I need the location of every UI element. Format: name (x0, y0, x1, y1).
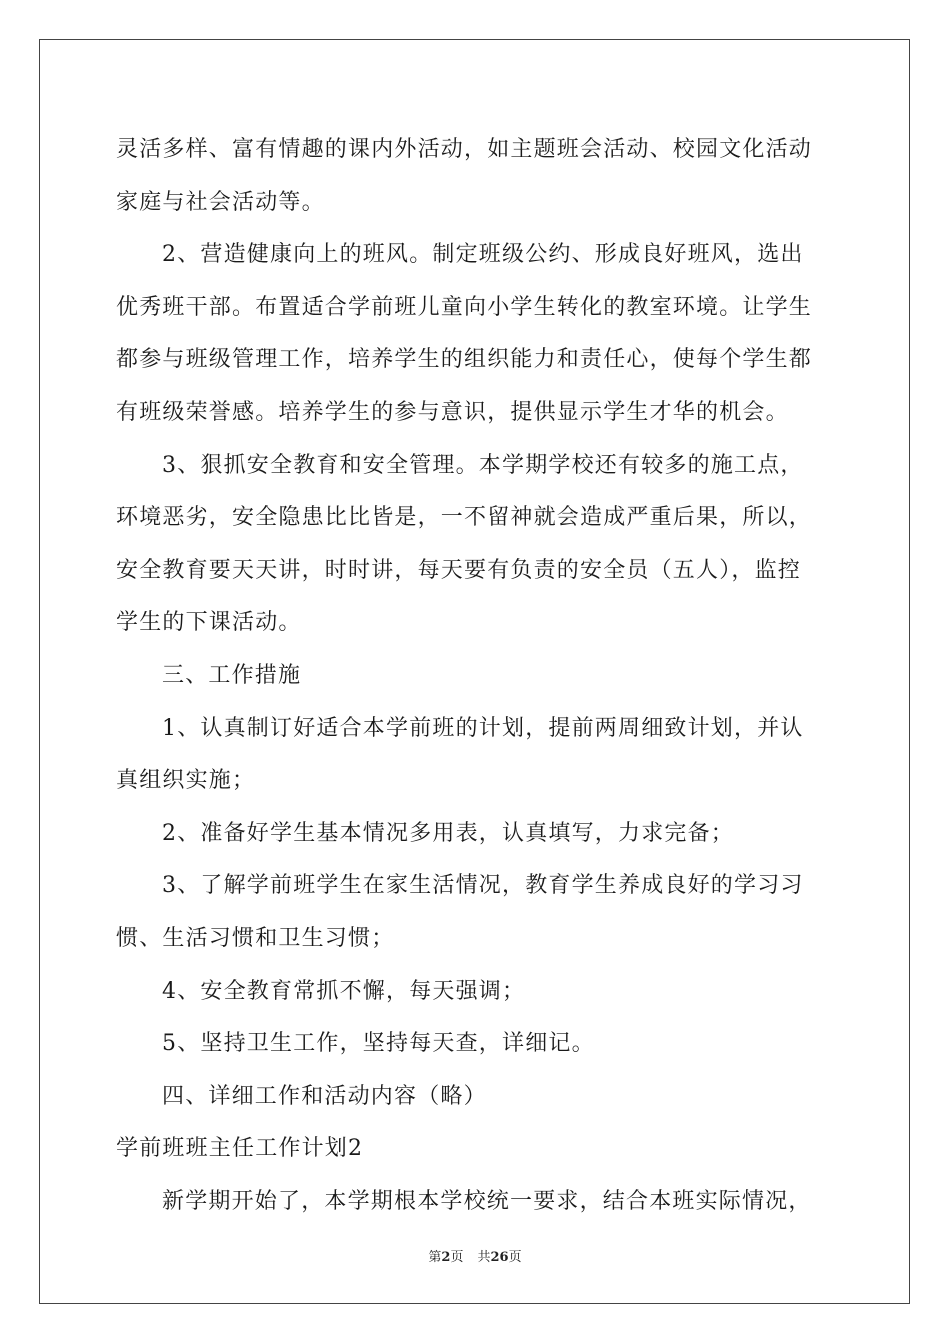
text-line: 安全教育要天天讲，时时讲，每天要有负责的安全员（五人），监控 (116, 557, 802, 583)
section-heading: 四、详细工作和活动内容（略） (162, 1083, 487, 1109)
text-line: 惯、生活习惯和卫生习惯； (116, 925, 395, 951)
total-prefix: 共 (477, 1250, 491, 1265)
total-suffix: 页 (508, 1250, 522, 1265)
page-prefix: 第 (428, 1250, 442, 1265)
text-line: 真组织实施； (116, 768, 256, 794)
text-line: 4、安全教育常抓不懈，每天强调； (162, 978, 526, 1004)
text-line: 环境恶劣，安全隐患比比皆是，一不留神就会造成严重后果，所以， (116, 505, 813, 531)
text-line: 3、了解学前班学生在家生活情况，教育学生养成良好的学习习 (162, 873, 804, 899)
text-line: 3、狠抓安全教育和安全管理。本学期学校还有较多的施工点， (162, 452, 804, 478)
text-line: 都参与班级管理工作，培养学生的组织能力和责任心，使每个学生都 (116, 347, 813, 373)
text-line: 有班级荣誉感。培养学生的参与意识，提供显示学生才华的机会。 (116, 399, 789, 425)
text-line: 新学期开始了，本学期根本学校统一要求，结合本班实际情况， (162, 1188, 812, 1214)
total-pages: 26 (490, 1250, 509, 1265)
text-line: 灵活多样、富有情趣的课内外活动，如主题班会活动、校园文化活动 (116, 137, 813, 162)
text-line: 家庭与社会活动等。 (116, 189, 325, 215)
text-line: 学生的下课活动。 (116, 610, 302, 636)
page-number: 2 (441, 1250, 451, 1265)
section-heading: 三、工作措施 (162, 662, 302, 688)
text-line: 5、坚持卫生工作，坚持每天查，详细记。 (162, 1031, 595, 1057)
document-body (116, 124, 836, 1228)
page-footer (0, 1246, 950, 1265)
document-subtitle: 学前班班主任工作计划2 (116, 1136, 364, 1162)
page-suffix: 页 (450, 1250, 464, 1265)
text-line: 优秀班干部。布置适合学前班儿童向小学生转化的教室环境。让学生 (116, 294, 813, 320)
text-line: 1、认真制订好适合本学前班的计划，提前两周细致计划，并认 (162, 715, 804, 741)
text-line: 2、准备好学生基本情况多用表，认真填写，力求完备； (162, 820, 734, 846)
text-line: 2、营造健康向上的班风。制定班级公约、形成良好班风，选出 (162, 242, 804, 268)
